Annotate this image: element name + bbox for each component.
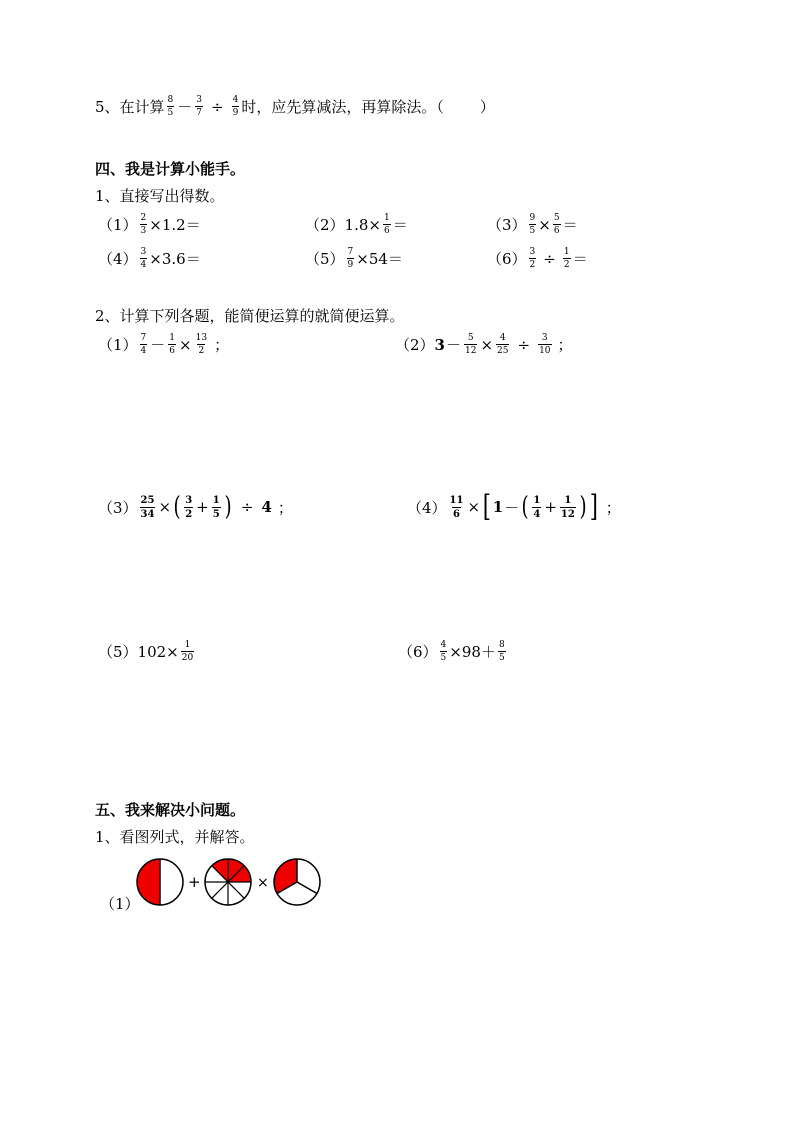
question-5: 5、在计算 $\frac{8}{5}$ － $\frac{3}{7}$ ÷ $\frac{4}{9}$ 时，应先算减法，再算除法。（ ）	[95, 95, 495, 118]
calc-item-2: （2） 1.8× $\frac{1}{6}$ ＝	[305, 213, 408, 236]
calc-item-6: （6） $\frac{3}{2}$ ÷ $\frac{1}{2}$ ＝	[487, 247, 588, 270]
sector-divider	[297, 882, 317, 894]
figure-label: （1）	[100, 895, 140, 913]
problem-1: （1） $\frac{7}{4}$ － $\frac{1}{6}$ × $\frac{13}{2}$ ；	[98, 333, 230, 356]
fraction: $\frac{3}{7}$	[196, 95, 203, 118]
fraction: $\frac{8}{5}$	[167, 95, 174, 118]
problem-4: （4） $\frac{11}{6}$ × [ 1 － ( $\frac{1}{4}$ + $\frac{1}{12}$ ) ] ；	[407, 489, 621, 524]
problem-6: （6） $\frac{4}{5}$ ×98＋ $\frac{8}{5}$	[398, 640, 505, 663]
circle-one-half	[137, 859, 183, 905]
part-2-title: 2、计算下列各题，能简便运算的就简便运算。	[95, 307, 405, 325]
circle-1-shaded-half	[137, 859, 160, 905]
plus-sign: +	[188, 873, 201, 891]
calc-item-4: （4） $\frac{3}{4}$ ×3.6＝	[98, 247, 201, 270]
fraction: $\frac{4}{9}$	[232, 95, 239, 118]
calc-item-3: （3） $\frac{9}{5}$ × $\frac{5}{6}$ ＝	[487, 213, 578, 236]
q5-prefix: 5、在计算	[95, 98, 165, 116]
calc-item-5: （5） $\frac{7}{9}$ ×54＝	[305, 247, 403, 270]
fraction-circles-figure	[130, 855, 330, 909]
problem-3: （3） $\frac{25}{34}$ × ( $\frac{3}{2}$ + $\frac{1}{5}$ ) ÷ 4 ；	[98, 492, 293, 522]
q5-suffix: 时，应先算减法，再算除法。（	[241, 98, 444, 116]
times-sign: ×	[257, 875, 269, 891]
circle-one-third	[274, 859, 320, 905]
part-1-title-s5: 1、看图列式，并解答。	[95, 828, 255, 846]
problem-5: （5） 102× $\frac{1}{20}$	[98, 640, 194, 663]
circle-three-eighths	[205, 859, 251, 905]
section-5-title: 五、我来解决小问题。	[95, 801, 246, 819]
calc-item-1: （1） $\frac{2}{3}$ ×1.2＝	[98, 213, 201, 236]
part-1-title: 1、直接写出得数。	[95, 187, 225, 205]
problem-2: （2） 3 － $\frac{5}{12}$ × $\frac{4}{25}$ ÷ $\frac{3}{10}$ ；	[395, 333, 573, 356]
section-4-title: 四、我是计算小能手。	[95, 160, 246, 178]
